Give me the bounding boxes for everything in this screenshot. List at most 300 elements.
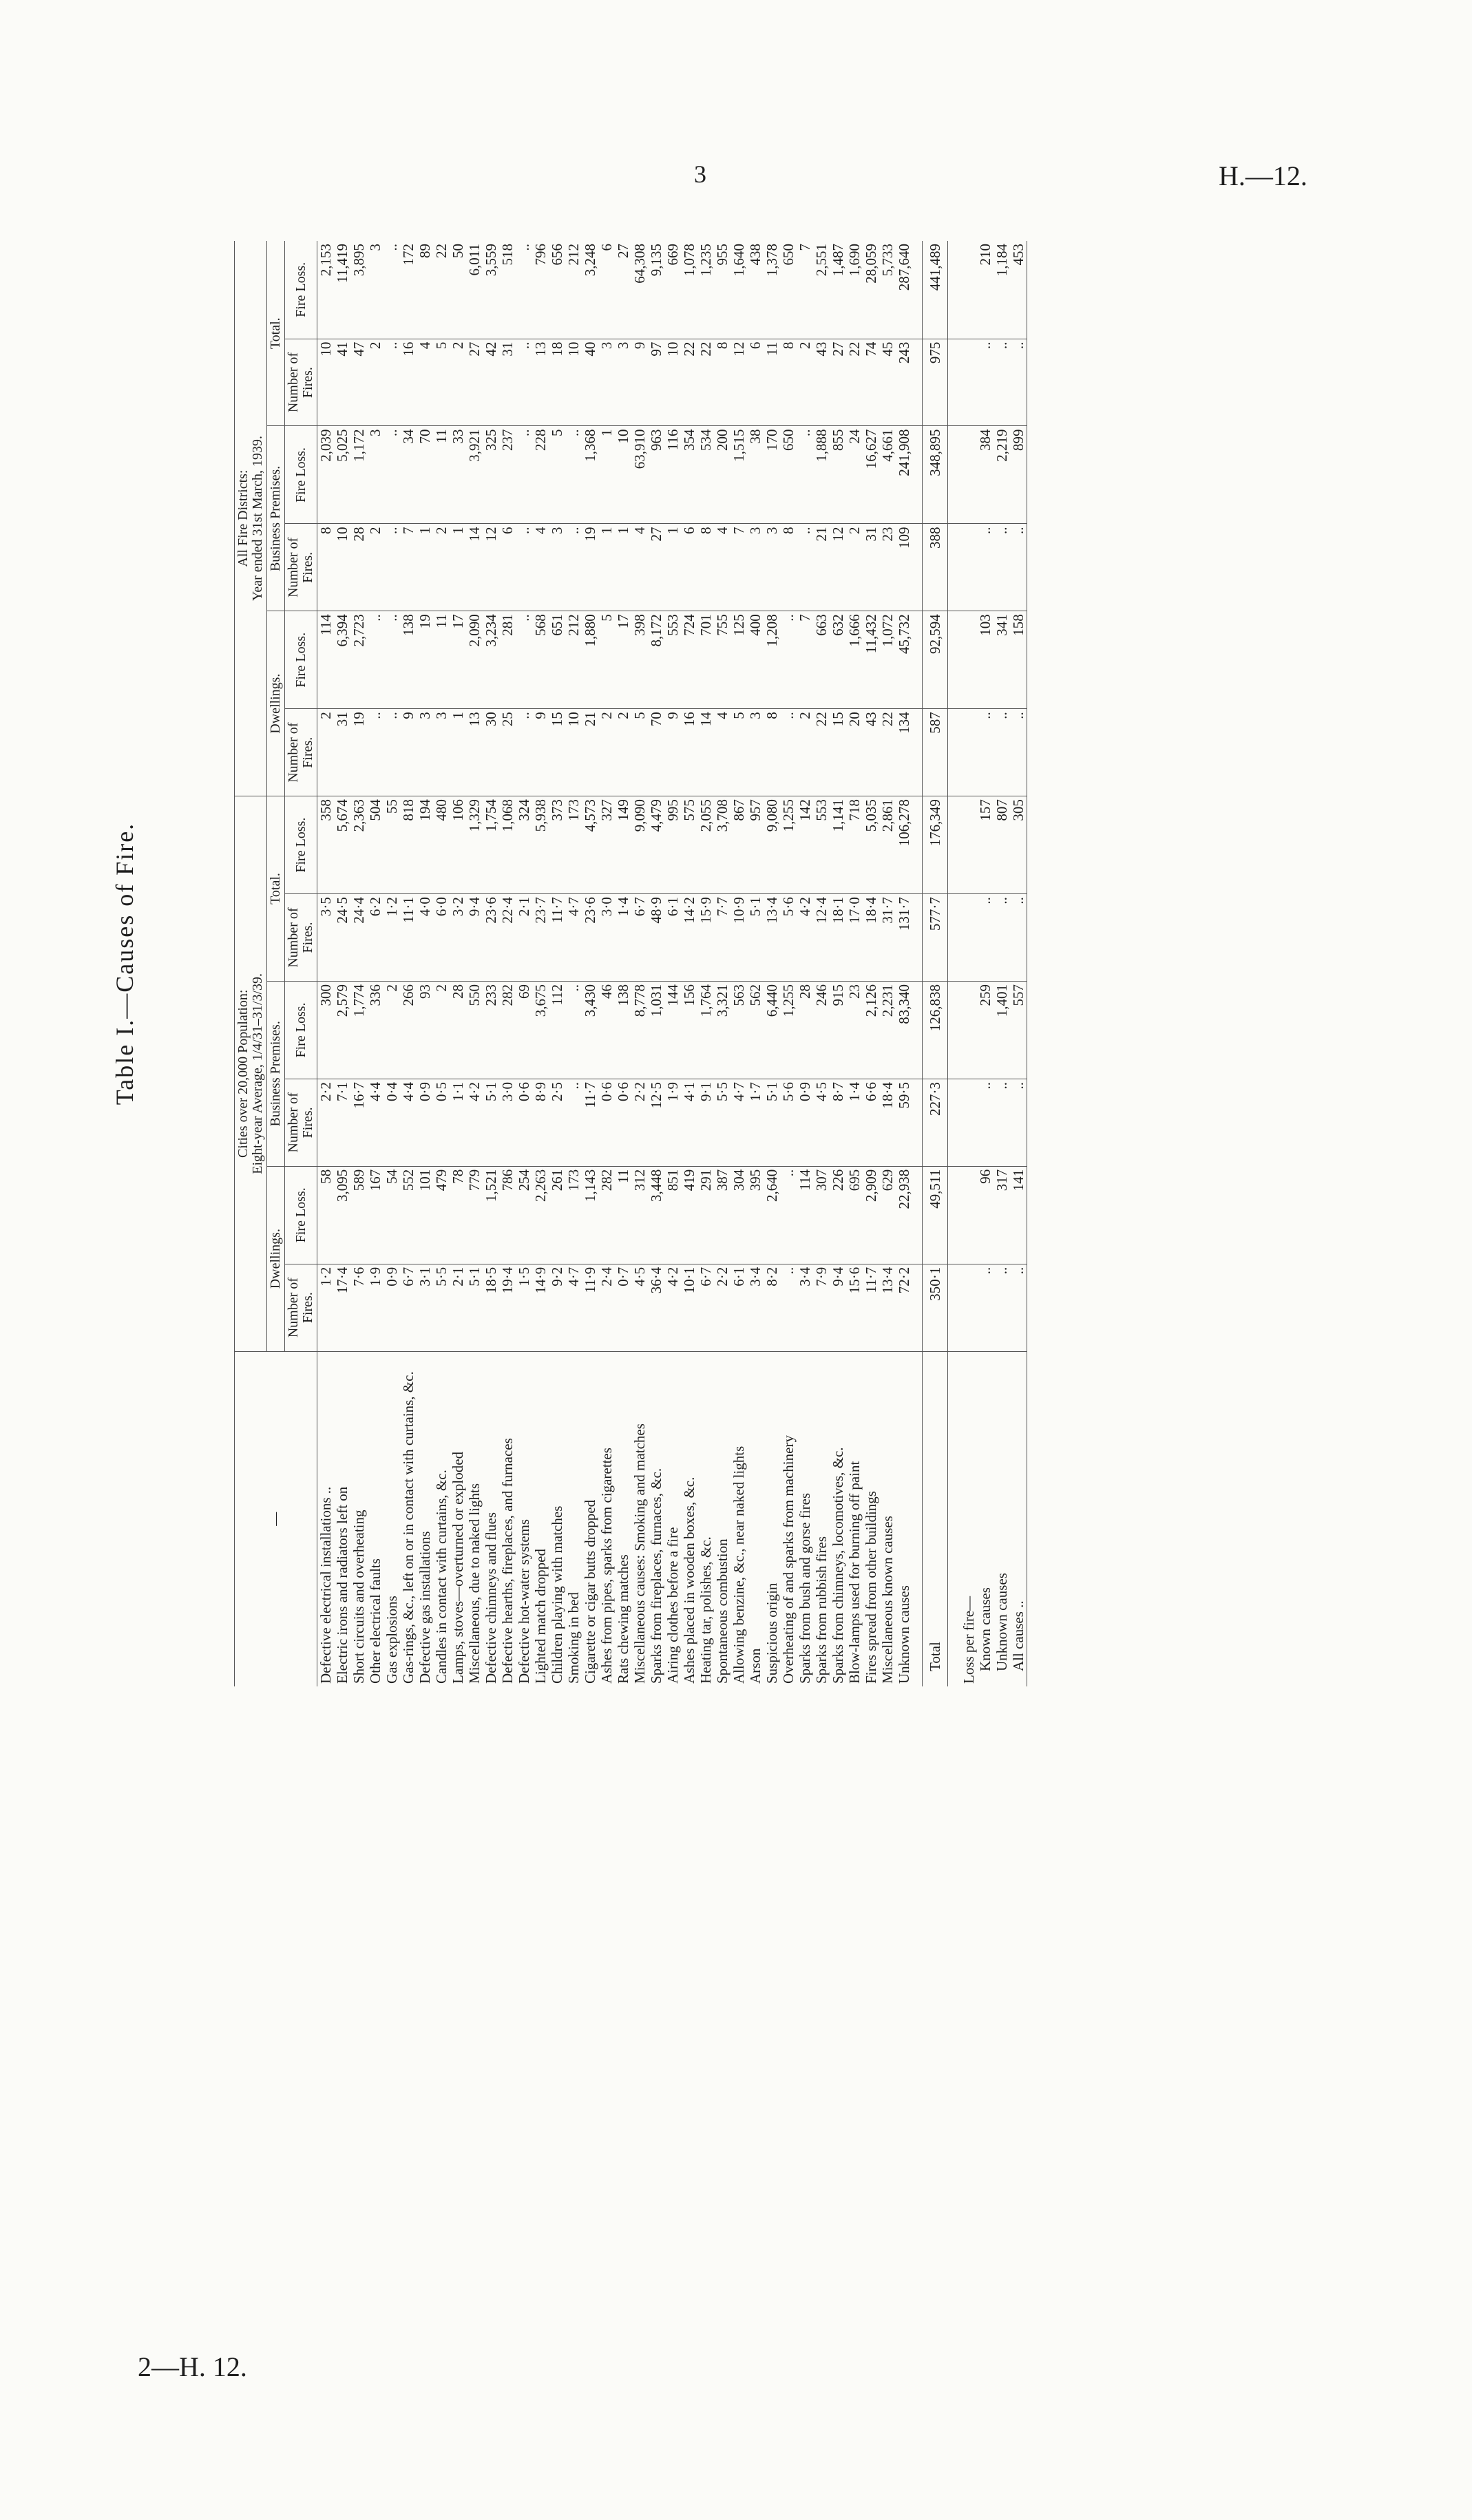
cell-number-of-fires: 2 — [797, 339, 813, 426]
table-row — [516, 241, 532, 1686]
cell-fire-loss: 114 — [797, 1166, 813, 1264]
cell-fire-loss: 6,394 — [334, 611, 350, 709]
table-row — [830, 241, 846, 1686]
cell-number-of-fires: 2 — [797, 709, 813, 796]
cell-fire-loss: 2,579 — [334, 981, 350, 1079]
cell-fire-loss: 3 — [367, 241, 383, 339]
cell-fire-loss: 6,011 — [466, 241, 483, 339]
cell-number-of-fires: 72·2 — [896, 1264, 912, 1351]
table-title: Table I.—Causes of Fire. — [111, 822, 138, 1105]
table-row — [582, 241, 598, 1686]
cell-number-of-fires: 16·7 — [350, 1079, 367, 1166]
cell-fire-loss: 246 — [813, 981, 830, 1079]
row-label: Defective electrical installations .. — [317, 1486, 334, 1684]
cell-number-of-fires: 8 — [697, 524, 714, 611]
loss-per-fire-row — [993, 241, 1010, 1686]
spacer-cell — [912, 339, 923, 426]
cell-number-of-fires: 3·2 — [450, 894, 466, 982]
group-header-cities-line2: Eight-year Average, 1/4/31–31/3/39. — [250, 973, 265, 1174]
cell-number-of-fires: 3 — [417, 709, 433, 796]
cell-fire-loss: 46 — [598, 981, 615, 1079]
column-header-number-of-fires: Number of Fires. — [285, 339, 317, 426]
cell-fire-loss: 173 — [565, 796, 582, 894]
table-row — [499, 241, 516, 1686]
cell-number-of-fires: 14·9 — [532, 1264, 549, 1351]
row-label: Sparks from bush and gorse fires — [797, 1492, 813, 1684]
table-row — [549, 241, 565, 1686]
cell-number-of-fires: .. — [797, 524, 813, 611]
cell-number-of-fires: 1·4 — [846, 1079, 863, 1166]
cell-fire-loss: 167 — [367, 1166, 383, 1264]
cell-fire-loss: 1,401 — [993, 981, 1010, 1079]
cell-fire-loss: 568 — [532, 611, 549, 709]
cell-number-of-fires: 6·7 — [697, 1264, 714, 1351]
cell-fire-loss: 212 — [565, 611, 582, 709]
cell-number-of-fires: 31 — [499, 339, 516, 426]
cell-number-of-fires: 5·1 — [466, 1264, 483, 1351]
cell-fire-loss: 69 — [516, 981, 532, 1079]
cell-number-of-fires: 3 — [615, 339, 631, 426]
cell-fire-loss: 324 — [516, 796, 532, 894]
cell-number-of-fires: 1 — [615, 524, 631, 611]
causes-of-fire-table — [234, 241, 1027, 1686]
row-label: Other electrical faults — [367, 1558, 383, 1684]
cell-number-of-fires: 4·5 — [631, 1264, 648, 1351]
cell-fire-loss: 504 — [367, 796, 383, 894]
cell-fire-loss: 3,234 — [483, 611, 499, 709]
cell-number-of-fires: 12 — [830, 524, 846, 611]
spacer-cell — [912, 524, 923, 611]
table-body — [317, 241, 1027, 1686]
table-row — [730, 241, 747, 1686]
cell-fire-loss: 650 — [780, 426, 797, 524]
cell-number-of-fires: 11 — [764, 339, 780, 426]
row-label: Cigarette or cigar butts dropped — [582, 1499, 598, 1684]
cell-number-of-fires: 27 — [466, 339, 483, 426]
cell-fire-loss: 1,764 — [697, 981, 714, 1079]
cell-number-of-fires: 2 — [615, 709, 631, 796]
cell-number-of-fires: 30 — [483, 709, 499, 796]
table-row — [565, 241, 582, 1686]
cell-number-of-fires: 43 — [863, 709, 879, 796]
row-label: Sparks from rubbish fires — [813, 1536, 830, 1684]
cell-number-of-fires: 3 — [549, 524, 565, 611]
cell-fire-loss: 1,068 — [499, 796, 516, 894]
cell-fire-loss: 553 — [664, 611, 681, 709]
cell-number-of-fires: 10 — [664, 339, 681, 426]
cell-number-of-fires: 9·4 — [830, 1264, 846, 1351]
cell-fire-loss: 16,627 — [863, 426, 879, 524]
cell-number-of-fires: 74 — [863, 339, 879, 426]
spacer-cell — [912, 1166, 923, 1264]
cell-fire-loss: 28 — [450, 981, 466, 1079]
cell-number-of-fires: 6 — [499, 524, 516, 611]
spacer-cell — [912, 981, 923, 1079]
cell-number-of-fires: .. — [1010, 339, 1027, 426]
cell-fire-loss: .. — [383, 241, 400, 339]
cell-number-of-fires: 388 — [923, 524, 948, 611]
cell-fire-loss: .. — [565, 426, 582, 524]
cell-number-of-fires: 4·1 — [681, 1079, 697, 1166]
column-header-fire-loss: Fire Loss. — [285, 241, 317, 339]
cell-fire-loss: 786 — [499, 1166, 516, 1264]
cell-fire-loss: 550 — [466, 981, 483, 1079]
cell-fire-loss: 562 — [747, 981, 764, 1079]
cell-fire-loss: 23 — [846, 981, 863, 1079]
cell-number-of-fires: 4·2 — [664, 1264, 681, 1351]
cell-fire-loss: .. — [383, 426, 400, 524]
cell-fire-loss: 2,126 — [863, 981, 879, 1079]
column-header-fire-loss: Fire Loss. — [285, 796, 317, 894]
cell-number-of-fires: 0·5 — [433, 1079, 450, 1166]
cell-fire-loss: 1,078 — [681, 241, 697, 339]
loss-per-fire-row — [977, 241, 993, 1686]
spacer-cell — [912, 1351, 923, 1686]
cell-fire-loss: 312 — [631, 1166, 648, 1264]
cell-number-of-fires: 1·9 — [367, 1264, 383, 1351]
cell-number-of-fires: .. — [516, 709, 532, 796]
cell-number-of-fires: 577·7 — [923, 894, 948, 982]
cell-number-of-fires: .. — [993, 1264, 1010, 1351]
cell-fire-loss: 441,489 — [923, 241, 948, 339]
cell-fire-loss: 2,551 — [813, 241, 830, 339]
cell-fire-loss: 304 — [730, 1166, 747, 1264]
cell-number-of-fires: 2·1 — [516, 894, 532, 982]
cell-fire-loss: 55 — [383, 796, 400, 894]
group-header-cities-line1: Cities over 20,000 Population: — [235, 989, 251, 1158]
cell-fire-loss: 7 — [797, 241, 813, 339]
row-label: Heating tar, polishes, &c. — [697, 1536, 714, 1684]
cell-fire-loss: 7 — [797, 611, 813, 709]
cell-number-of-fires: 3·5 — [317, 894, 335, 982]
cell-fire-loss: 9,090 — [631, 796, 648, 894]
cell-fire-loss: 138 — [615, 981, 631, 1079]
spacer-cell — [948, 796, 978, 894]
cell-number-of-fires: 2 — [367, 339, 383, 426]
cell-fire-loss: 2,039 — [317, 426, 335, 524]
cell-fire-loss: 305 — [1010, 796, 1027, 894]
cell-number-of-fires: 350·1 — [923, 1264, 948, 1351]
spacer-cell — [948, 894, 978, 982]
table-row — [317, 241, 335, 1686]
cell-number-of-fires: 22 — [879, 709, 896, 796]
cell-fire-loss: 261 — [549, 1166, 565, 1264]
cell-fire-loss: 656 — [549, 241, 565, 339]
cell-fire-loss: 4,573 — [582, 796, 598, 894]
cell-number-of-fires: 3 — [747, 524, 764, 611]
cell-number-of-fires: 0·6 — [615, 1079, 631, 1166]
cell-number-of-fires: 5·6 — [780, 1079, 797, 1166]
cell-fire-loss: 5,938 — [532, 796, 549, 894]
cell-number-of-fires: .. — [993, 1079, 1010, 1166]
cell-number-of-fires: .. — [516, 339, 532, 426]
cell-number-of-fires: 7 — [730, 524, 747, 611]
row-label: Gas explosions — [383, 1596, 400, 1684]
cell-fire-loss: 5 — [598, 611, 615, 709]
cell-fire-loss: 755 — [714, 611, 730, 709]
spacer-cell — [912, 426, 923, 524]
cell-fire-loss: 11 — [433, 611, 450, 709]
cell-number-of-fires: 16 — [400, 339, 417, 426]
loss-per-fire-row — [1010, 241, 1027, 1686]
cell-number-of-fires: 0·9 — [383, 1264, 400, 1351]
cell-number-of-fires: 40 — [582, 339, 598, 426]
spacer-cell — [912, 796, 923, 894]
spacer-cell — [912, 1264, 923, 1351]
cell-fire-loss: 241,908 — [896, 426, 912, 524]
table-row — [417, 241, 433, 1686]
cell-fire-loss: 11 — [433, 426, 450, 524]
cell-number-of-fires: 975 — [923, 339, 948, 426]
row-label: Miscellaneous known causes — [879, 1516, 896, 1684]
cell-number-of-fires: .. — [1010, 709, 1027, 796]
cell-fire-loss: 651 — [549, 611, 565, 709]
cell-fire-loss: 28,059 — [863, 241, 879, 339]
cell-number-of-fires: 9 — [631, 339, 648, 426]
cell-fire-loss: 138 — [400, 611, 417, 709]
cell-number-of-fires: 1 — [664, 524, 681, 611]
cell-fire-loss: 93 — [417, 981, 433, 1079]
cell-number-of-fires: 17·0 — [846, 894, 863, 982]
cell-number-of-fires: 41 — [334, 339, 350, 426]
cell-fire-loss: 1,487 — [830, 241, 846, 339]
table-row — [466, 241, 483, 1686]
group-header-all-districts — [235, 241, 267, 796]
cell-number-of-fires: 3·0 — [598, 894, 615, 982]
cell-fire-loss: 22,938 — [896, 1166, 912, 1264]
cell-fire-loss: 5,733 — [879, 241, 896, 339]
cell-number-of-fires: 18 — [549, 339, 565, 426]
cell-fire-loss: 1,666 — [846, 611, 863, 709]
table-row — [879, 241, 896, 1686]
cell-fire-loss: 101 — [417, 1166, 433, 1264]
cell-fire-loss: 11,432 — [863, 611, 879, 709]
cell-fire-loss: 45,732 — [896, 611, 912, 709]
cell-fire-loss: 575 — [681, 796, 697, 894]
cell-number-of-fires: 6·0 — [433, 894, 450, 982]
cell-fire-loss: 1,184 — [993, 241, 1010, 339]
cell-fire-loss: 194 — [417, 796, 433, 894]
cell-fire-loss: 453 — [1010, 241, 1027, 339]
cell-fire-loss: 2,153 — [317, 241, 335, 339]
cell-fire-loss: 336 — [367, 981, 383, 1079]
cell-number-of-fires: 5·6 — [780, 894, 797, 982]
cell-fire-loss: 200 — [714, 426, 730, 524]
cell-number-of-fires: 14·2 — [681, 894, 697, 982]
cell-number-of-fires: .. — [1010, 894, 1027, 982]
cell-number-of-fires: 5·5 — [714, 1079, 730, 1166]
table-row — [648, 241, 664, 1686]
loss-per-fire-heading: Loss per fire— — [960, 1596, 977, 1684]
cell-number-of-fires: .. — [1010, 1079, 1027, 1166]
cell-number-of-fires: 6·7 — [400, 1264, 417, 1351]
cell-fire-loss: 669 — [664, 241, 681, 339]
cell-fire-loss: 17 — [615, 611, 631, 709]
cell-fire-loss: 796 — [532, 241, 549, 339]
table-row — [664, 241, 681, 1686]
cell-number-of-fires: 3·4 — [747, 1264, 764, 1351]
cell-number-of-fires: 43 — [813, 339, 830, 426]
cell-number-of-fires: 131·7 — [896, 894, 912, 982]
cell-fire-loss: 957 — [747, 796, 764, 894]
cell-number-of-fires: 243 — [896, 339, 912, 426]
cell-fire-loss: 395 — [747, 1166, 764, 1264]
row-label: Smoking in bed — [565, 1591, 582, 1684]
cell-number-of-fires: 4·4 — [400, 1079, 417, 1166]
cell-number-of-fires: 48·9 — [648, 894, 664, 982]
column-header-number-of-fires: Number of Fires. — [285, 524, 317, 611]
cell-number-of-fires: 5·1 — [747, 894, 764, 982]
cell-number-of-fires: 11·1 — [400, 894, 417, 982]
row-label: Ashes placed in wooden boxes, &c. — [681, 1476, 697, 1684]
cell-fire-loss: 287,640 — [896, 241, 912, 339]
cell-fire-loss: 563 — [730, 981, 747, 1079]
cell-number-of-fires: 3 — [433, 709, 450, 796]
spacer-cell — [948, 426, 978, 524]
spacer-cell — [948, 524, 978, 611]
cell-fire-loss: 157 — [977, 796, 993, 894]
table-row — [367, 241, 383, 1686]
table-row — [747, 241, 764, 1686]
cell-fire-loss: 1,754 — [483, 796, 499, 894]
cell-number-of-fires: 4·4 — [367, 1079, 383, 1166]
cell-fire-loss: 1,368 — [582, 426, 598, 524]
cell-number-of-fires: 19·4 — [499, 1264, 516, 1351]
cell-number-of-fires: 2 — [846, 524, 863, 611]
cell-number-of-fires: 7·9 — [813, 1264, 830, 1351]
row-label: Gas-rings, &c., left on or in contact with curtains, &c. — [400, 1371, 417, 1684]
cell-number-of-fires: 5·1 — [764, 1079, 780, 1166]
cell-number-of-fires: 23·7 — [532, 894, 549, 982]
cell-fire-loss: 149 — [615, 796, 631, 894]
cell-fire-loss: 259 — [977, 981, 993, 1079]
cell-fire-loss: 112 — [549, 981, 565, 1079]
cell-number-of-fires: 19 — [350, 709, 367, 796]
cell-number-of-fires: 10 — [565, 709, 582, 796]
cell-number-of-fires: 2·4 — [598, 1264, 615, 1351]
cell-number-of-fires: .. — [993, 524, 1010, 611]
cell-fire-loss: 867 — [730, 796, 747, 894]
cell-number-of-fires: 22 — [846, 339, 863, 426]
cell-fire-loss: 10 — [615, 426, 631, 524]
cell-number-of-fires: .. — [977, 524, 993, 611]
cell-fire-loss: 3,095 — [334, 1166, 350, 1264]
cell-number-of-fires: 22·4 — [499, 894, 516, 982]
row-label: Blow-lamps used for burning off paint — [846, 1461, 863, 1684]
cell-fire-loss: 210 — [977, 241, 993, 339]
cell-fire-loss: 2 — [433, 981, 450, 1079]
cell-number-of-fires: 3·1 — [417, 1264, 433, 1351]
cell-fire-loss: 50 — [450, 241, 466, 339]
cell-fire-loss: 3,248 — [582, 241, 598, 339]
page-number: 3 — [694, 160, 706, 188]
cell-fire-loss: .. — [565, 981, 582, 1079]
cell-fire-loss: 327 — [598, 796, 615, 894]
cell-number-of-fires: 4 — [714, 524, 730, 611]
cell-number-of-fires: 6 — [681, 524, 697, 611]
cell-fire-loss: 818 — [400, 796, 417, 894]
cell-number-of-fires: .. — [565, 1079, 582, 1166]
cell-fire-loss: 695 — [846, 1166, 863, 1264]
row-label: Defective chimneys and flues — [483, 1512, 499, 1684]
cell-number-of-fires: 2 — [317, 709, 335, 796]
cell-fire-loss: 419 — [681, 1166, 697, 1264]
cell-number-of-fires: 4·7 — [730, 1079, 747, 1166]
table-row — [863, 241, 879, 1686]
cell-number-of-fires: 2·5 — [549, 1079, 565, 1166]
row-label: Allowing benzine, &c., near naked lights — [730, 1446, 747, 1684]
cell-fire-loss: 63,910 — [631, 426, 648, 524]
group-header-cities — [235, 796, 267, 1351]
cell-fire-loss: 5 — [549, 426, 565, 524]
cell-number-of-fires: 10 — [317, 339, 335, 426]
cell-number-of-fires: 14 — [466, 524, 483, 611]
table-row — [846, 241, 863, 1686]
cell-number-of-fires: 31·7 — [879, 894, 896, 982]
spacer-cell — [912, 241, 923, 339]
cell-fire-loss: 779 — [466, 1166, 483, 1264]
cell-fire-loss: 2,231 — [879, 981, 896, 1079]
cell-fire-loss: 49,511 — [923, 1166, 948, 1264]
spacer-cell — [948, 339, 978, 426]
cell-fire-loss: 158 — [1010, 611, 1027, 709]
cell-number-of-fires: 8 — [317, 524, 335, 611]
cell-number-of-fires: 47 — [350, 339, 367, 426]
cell-fire-loss: .. — [367, 611, 383, 709]
cell-number-of-fires: .. — [516, 524, 532, 611]
cell-fire-loss: 307 — [813, 1166, 830, 1264]
cell-fire-loss: 291 — [697, 1166, 714, 1264]
cell-fire-loss: 1,880 — [582, 611, 598, 709]
cell-fire-loss: 1,888 — [813, 426, 830, 524]
cell-fire-loss: 3,448 — [648, 1166, 664, 1264]
cell-fire-loss: 11 — [615, 1166, 631, 1264]
cell-fire-loss: 3,559 — [483, 241, 499, 339]
spacer-cell — [912, 894, 923, 982]
cell-number-of-fires: 0·4 — [383, 1079, 400, 1166]
cell-number-of-fires: 23·6 — [483, 894, 499, 982]
cell-number-of-fires: 13 — [466, 709, 483, 796]
table-row — [681, 241, 697, 1686]
cell-number-of-fires: .. — [565, 524, 582, 611]
cell-number-of-fires: 6·7 — [631, 894, 648, 982]
cell-fire-loss: 24 — [846, 426, 863, 524]
cell-number-of-fires: 1·9 — [664, 1079, 681, 1166]
spacer-cell — [912, 709, 923, 796]
cell-number-of-fires: 7·7 — [714, 894, 730, 982]
table-row — [780, 241, 797, 1686]
cell-fire-loss: 2,090 — [466, 611, 483, 709]
cell-number-of-fires: 70 — [648, 709, 664, 796]
cell-fire-loss: 650 — [780, 241, 797, 339]
cell-number-of-fires: .. — [780, 1264, 797, 1351]
cell-fire-loss: 54 — [383, 1166, 400, 1264]
cell-number-of-fires: 24·5 — [334, 894, 350, 982]
cell-fire-loss: 995 — [664, 796, 681, 894]
cell-number-of-fires: 9·2 — [549, 1264, 565, 1351]
row-label: Ashes from pipes, sparks from cigarettes — [598, 1448, 615, 1684]
cell-number-of-fires: 9·4 — [466, 894, 483, 982]
cell-number-of-fires: 4·5 — [813, 1079, 830, 1166]
cell-fire-loss: 1,774 — [350, 981, 367, 1079]
cell-fire-loss: 176,349 — [923, 796, 948, 894]
table-row — [483, 241, 499, 1686]
cell-fire-loss: 963 — [648, 426, 664, 524]
cell-fire-loss: 9,080 — [764, 796, 780, 894]
cell-fire-loss: 22 — [433, 241, 450, 339]
cell-fire-loss: 78 — [450, 1166, 466, 1264]
cell-number-of-fires: 5·5 — [433, 1264, 450, 1351]
